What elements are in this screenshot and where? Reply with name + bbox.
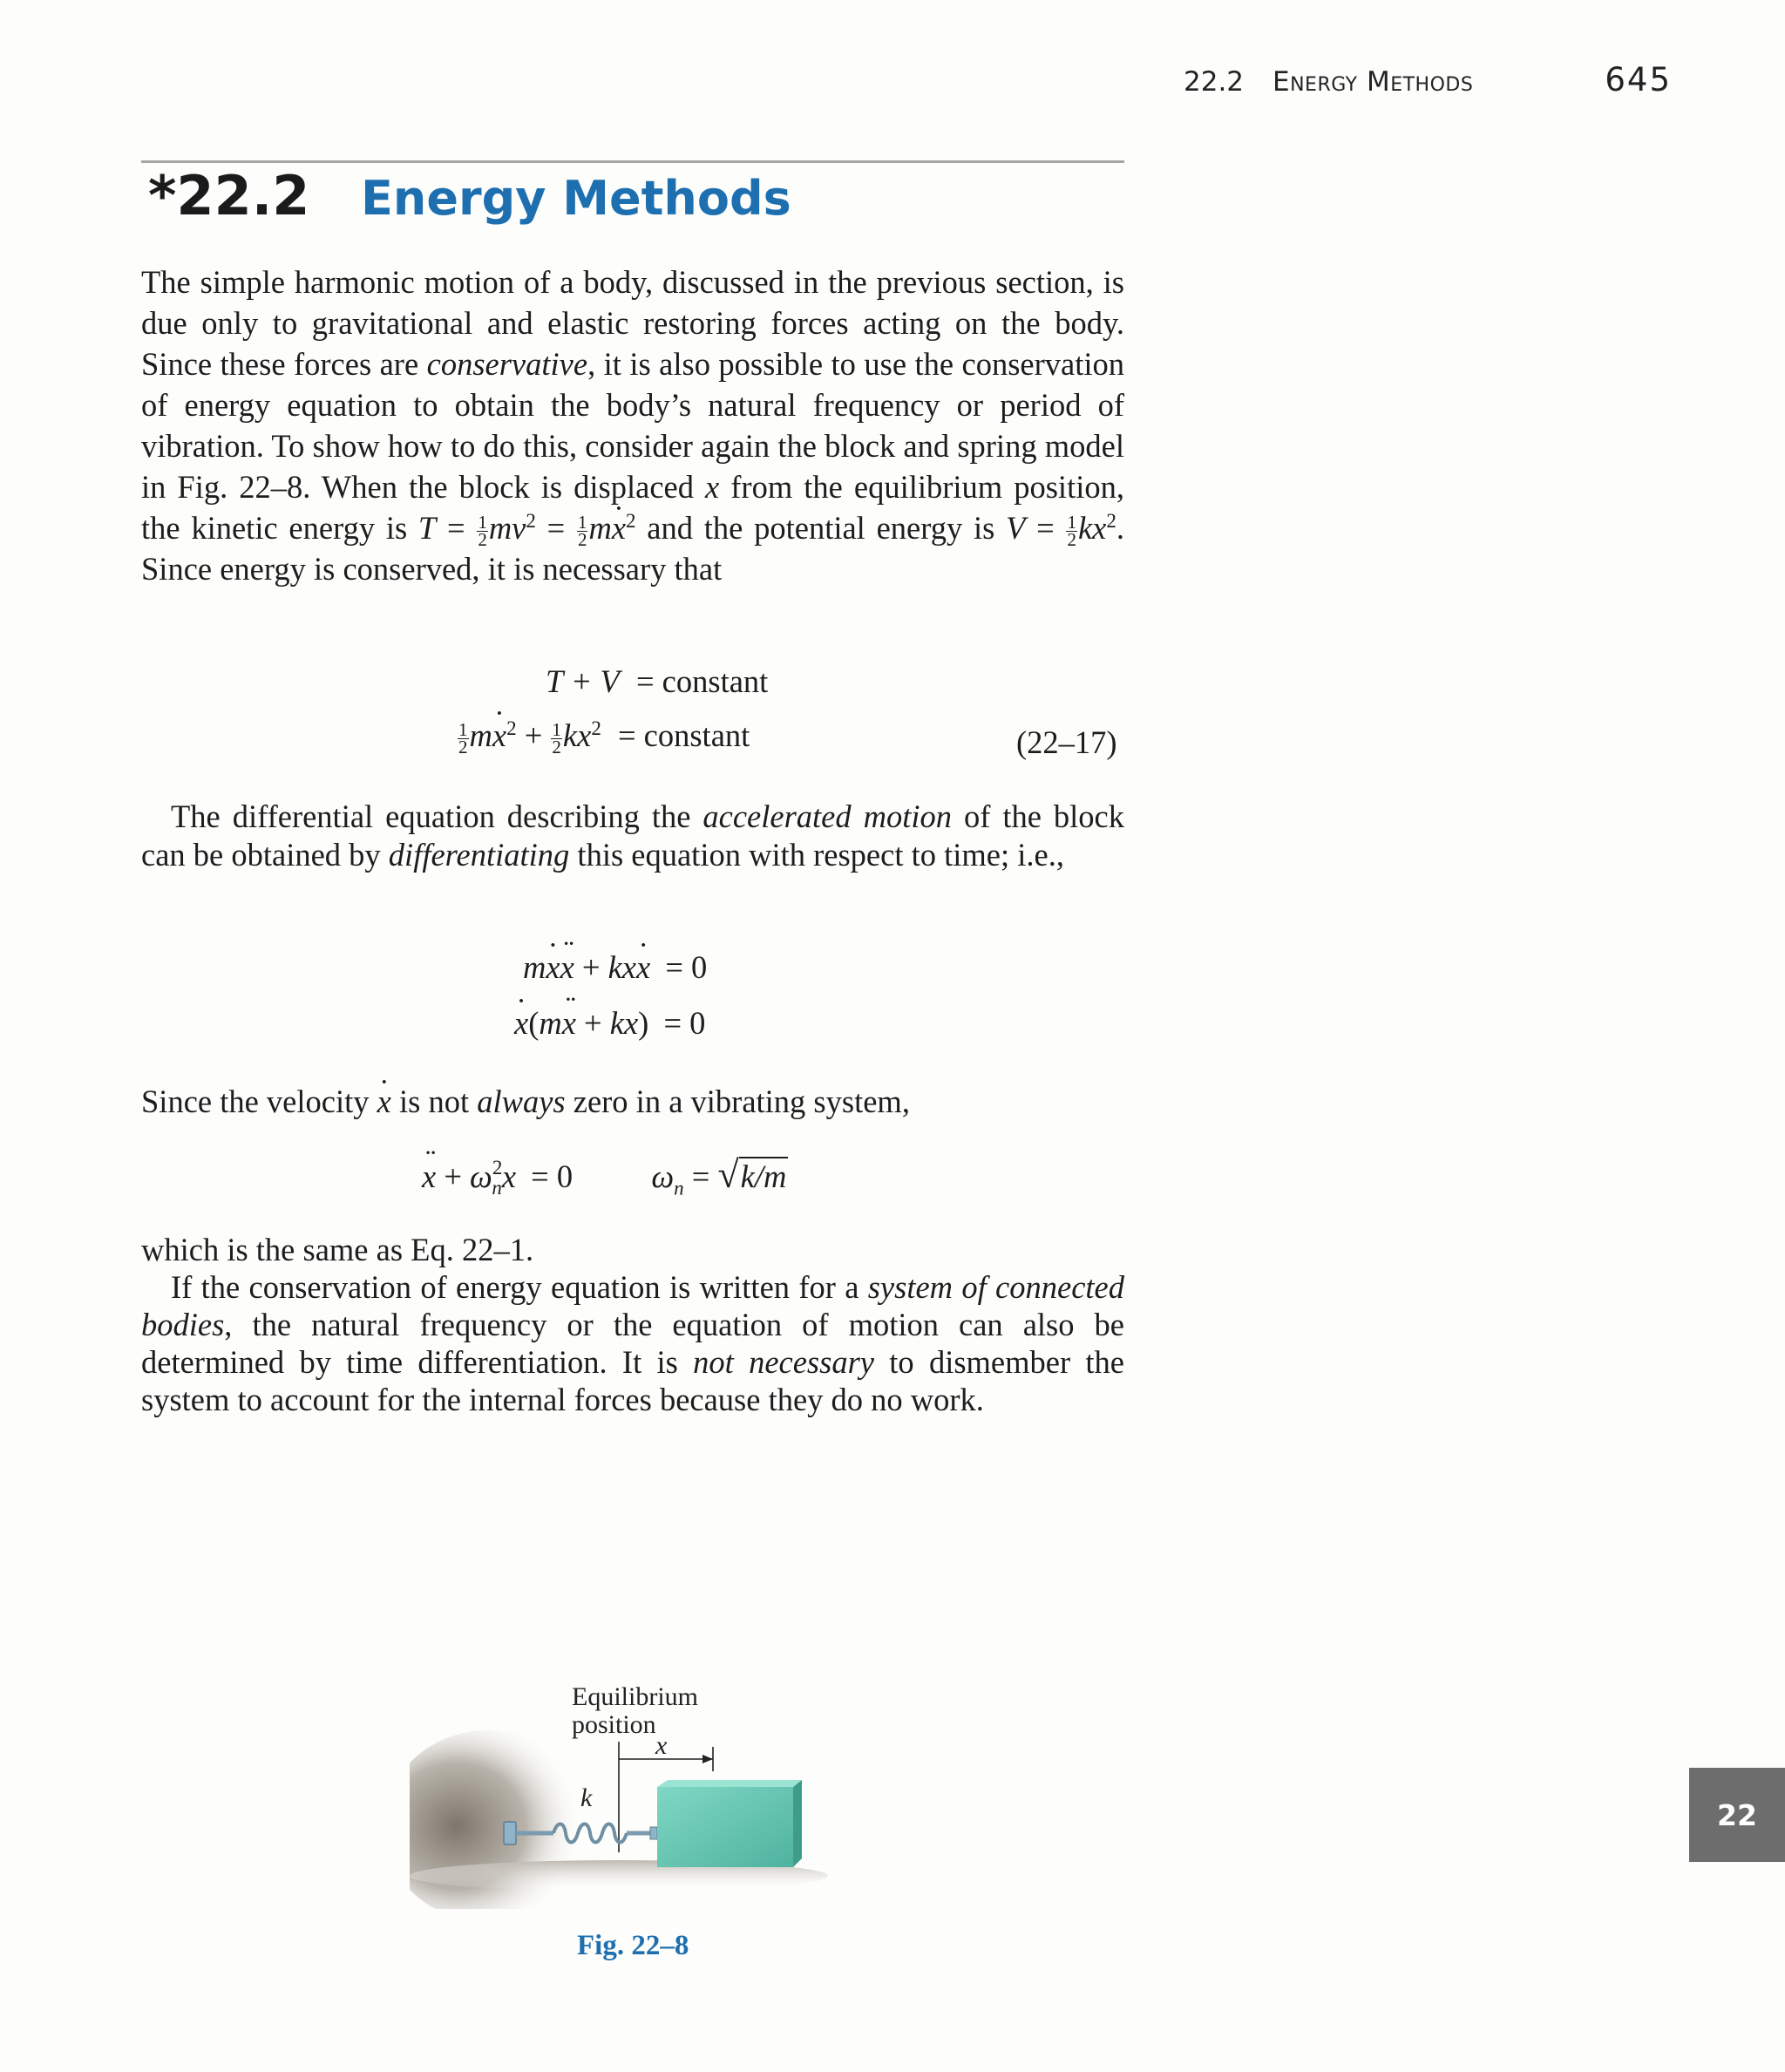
- equation-factored: x ·(mx ·· + kx) = 0: [514, 1004, 705, 1042]
- running-head-title: Energy Methods: [1273, 66, 1474, 98]
- paragraph-intro: The simple harmonic motion of a body, discussed in the previous section, is due only to gravitational and elastic restoring forces acting on the body. Since these forces are conservative, it is also possible to use the conservation of energy equation to obtain the body’s natural frequency or period of vibration. To show how to do this, consider again the block and spring model in Fig. 22–8. When the block is displaced x from the equilibrium position, the kinetic energy is T = $\frac{1}{2}$ $mv^2$ = $\frac{1}{2}$ mx ·$^2$ and the potential energy is V = $\frac{1}{2}$ $kx^2$. Since energy is conserved, it is necessary that: [141, 262, 1124, 589]
- paragraph-differential: The differential equation describing the accelerated motion of the block can be obtained by differentiating this equation with respect to time; i.e.,: [141, 798, 1124, 873]
- figure-block-spring: [410, 1674, 854, 1909]
- paragraph-velocity: Since the velocity x · is not always zero in a vibrating system,: [141, 1081, 1124, 1122]
- label-equilibrium-line1: Equilibrium: [572, 1682, 698, 1711]
- block-spring-diagram: [410, 1674, 854, 1909]
- equation-derivative: mx ·x ·· + kxx · = 0: [523, 948, 707, 986]
- running-head: [1184, 61, 1672, 103]
- label-x: x: [655, 1731, 668, 1760]
- label-equilibrium-line2: position: [572, 1710, 656, 1739]
- label-k: k: [580, 1783, 593, 1812]
- block-side: [793, 1780, 802, 1867]
- wall-bracket: [504, 1822, 516, 1844]
- equation-energy-expanded: $\frac{1}{2}$ mx ·$^2$ + $\frac{1}{2}$ $kx^2$ = constant: [457, 717, 750, 756]
- equation-number: (22–17): [1016, 724, 1117, 760]
- section-rule: [141, 160, 1124, 163]
- equation-energy-sum: T + V = constant: [546, 663, 769, 699]
- arrowhead-icon: [702, 1755, 713, 1763]
- block-top: [657, 1780, 802, 1787]
- section-title: Energy Methods: [361, 171, 791, 226]
- section-number: *22.2: [148, 164, 310, 228]
- paragraph-connected-bodies: which is the same as Eq. 22–1. If the conservation of energy equation is written for a system of connected bodies, the natural frequency or the equation of motion can also be determined by time differentiation. It is not necessary to dismember the system to account for the internal forces because they do no work.: [141, 1232, 1124, 1417]
- block: [657, 1787, 793, 1867]
- block-hook: [650, 1827, 657, 1839]
- chapter-tab: 22: [1689, 1768, 1785, 1862]
- page-number: 645: [1605, 61, 1672, 99]
- running-head-section: 22.2: [1184, 66, 1245, 98]
- figure-caption: Fig. 22–8: [577, 1930, 689, 1961]
- equation-natural-frequency: x ·· + $\omega^2_nx = 0$ $\omega_n = √k/m$: [422, 1152, 788, 1197]
